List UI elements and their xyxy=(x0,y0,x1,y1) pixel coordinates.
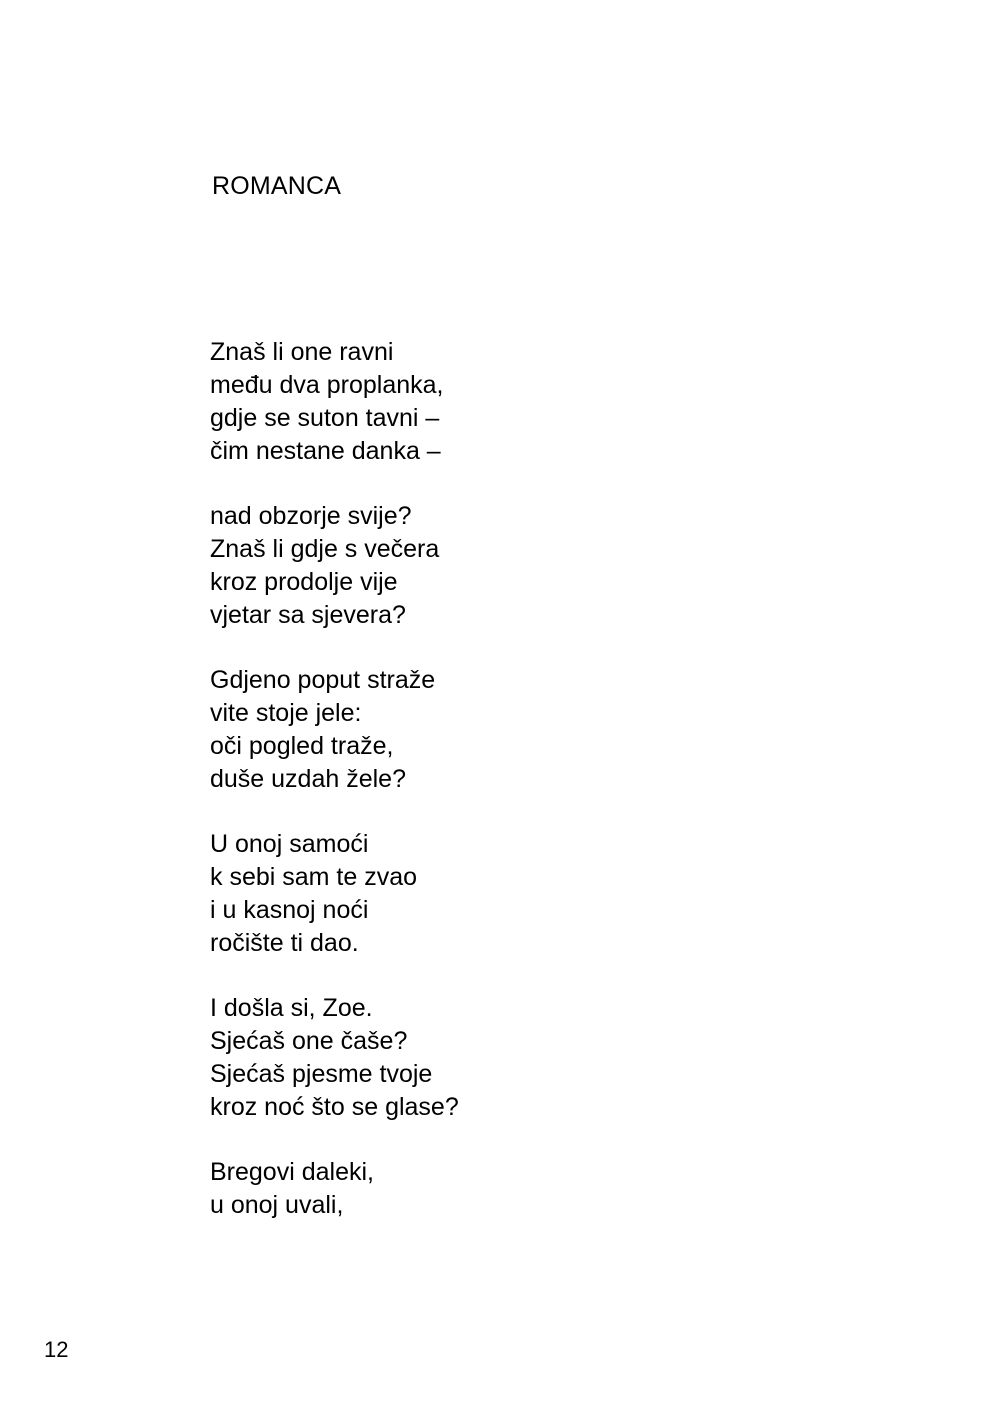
verse-line: čim nestane danka – xyxy=(210,437,441,465)
verse-line: kroz prodolje vije xyxy=(210,568,398,596)
verse-line: oči pogled traže, xyxy=(210,732,394,760)
verse-line: Bregovi daleki, xyxy=(210,1158,374,1186)
verse-line: Znaš li gdje s večera xyxy=(210,535,440,563)
stanza-6 xyxy=(210,1156,710,1222)
verse-line: vite stoje jele: xyxy=(210,699,362,727)
verse-line: Znaš li one ravni xyxy=(210,338,394,366)
verse-line: u onoj uvali, xyxy=(210,1191,344,1219)
poem-title: ROMANCA xyxy=(212,172,342,200)
stanza-2 xyxy=(210,500,710,632)
poem-body xyxy=(210,336,710,1254)
verse-line: gdje se suton tavni – xyxy=(210,404,440,432)
verse-line: U onoj samoći xyxy=(210,830,369,858)
verse-line: i u kasnoj noći xyxy=(210,896,369,924)
verse-line: Sjećaš one čaše? xyxy=(210,1027,408,1055)
verse-line: vjetar sa sjevera? xyxy=(210,601,406,629)
stanza-3 xyxy=(210,664,710,796)
verse-line: k sebi sam te zvao xyxy=(210,863,418,891)
page-number: 12 xyxy=(44,1337,69,1362)
stanza-5 xyxy=(210,992,710,1124)
verse-line: Sjećaš pjesme tvoje xyxy=(210,1060,433,1088)
verse-line: nad obzorje svije? xyxy=(210,502,412,530)
verse-line: kroz noć što se glase? xyxy=(210,1093,459,1121)
verse-line: Gdjeno poput straže xyxy=(210,666,436,694)
stanza-4 xyxy=(210,828,710,960)
verse-line: ročište ti dao. xyxy=(210,929,359,957)
verse-line: I došla si, Zoe. xyxy=(210,994,373,1022)
stanza-1 xyxy=(210,336,710,468)
verse-line: među dva proplanka, xyxy=(210,371,444,399)
verse-line: duše uzdah žele? xyxy=(210,765,406,793)
